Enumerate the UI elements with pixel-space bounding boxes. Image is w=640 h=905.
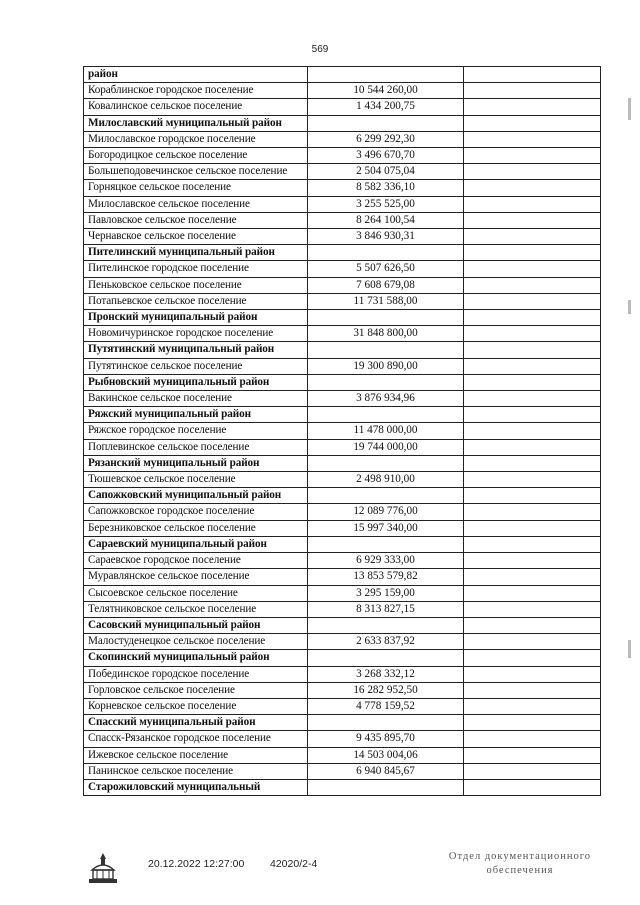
settlement-row [84,666,601,682]
settlement-name-cell: Пеньковское сельское поселение [84,277,308,293]
amount-cell: 4 778 159,52 [308,698,464,714]
district-name-cell: Милославский муниципальный район [84,115,308,131]
amount-cell: 19 300 890,00 [308,358,464,374]
settlement-row [84,391,601,407]
empty-cell [464,650,601,666]
settlement-name-cell: Кораблинское городское поселение [84,83,308,99]
empty-cell [464,407,601,423]
settlement-name-cell: Корневское сельское поселение [84,698,308,714]
district-name-cell: Скопинский муниципальный район [84,650,308,666]
amount-cell [308,245,464,261]
amount-cell: 8 582 336,10 [308,180,464,196]
empty-cell [464,99,601,115]
empty-cell [464,277,601,293]
amount-cell: 11 731 588,00 [308,293,464,309]
settlement-name-cell: Чернавское сельское поселение [84,229,308,245]
empty-cell [464,763,601,779]
empty-cell [464,682,601,698]
district-name-cell: район [84,67,308,83]
settlement-name-cell: Милославское городское поселение [84,131,308,147]
settlement-row [84,634,601,650]
district-header-row [84,245,601,261]
amount-cell: 3 876 934,96 [308,391,464,407]
amount-cell: 15 997 340,00 [308,520,464,536]
settlement-row [84,520,601,536]
settlement-name-cell: Павловское сельское поселение [84,212,308,228]
empty-cell [464,229,601,245]
amount-cell: 12 089 776,00 [308,504,464,520]
settlement-name-cell: Потапьевское сельское поселение [84,293,308,309]
settlement-row [84,569,601,585]
empty-cell [464,666,601,682]
settlement-name-cell: Ряжское городское поселение [84,423,308,439]
empty-cell [464,245,601,261]
empty-cell [464,439,601,455]
settlement-name-cell: Побединское городское поселение [84,666,308,682]
district-header-row [84,455,601,471]
district-header-row [84,310,601,326]
amount-cell [308,67,464,83]
district-name-cell: Пронский муниципальный район [84,310,308,326]
amount-cell: 16 282 952,50 [308,682,464,698]
amount-cell: 19 744 000,00 [308,439,464,455]
district-name-cell: Сасовский муниципальный район [84,617,308,633]
district-name-cell: Путятинский муниципальный район [84,342,308,358]
empty-cell [464,779,601,795]
empty-cell [464,196,601,212]
scan-mark [628,300,631,314]
settlement-row [84,261,601,277]
empty-cell [464,391,601,407]
amount-cell: 3 255 525,00 [308,196,464,212]
amount-cell [308,715,464,731]
settlement-name-cell: Спасск-Рязанское городское поселение [84,731,308,747]
amount-cell: 3 846 930,31 [308,229,464,245]
empty-cell [464,698,601,714]
settlement-name-cell: Муравлянское сельское поселение [84,569,308,585]
settlement-row [84,585,601,601]
settlement-row [84,423,601,439]
settlement-row [84,747,601,763]
empty-cell [464,310,601,326]
empty-cell [464,164,601,180]
amount-cell: 9 435 895,70 [308,731,464,747]
empty-cell [464,520,601,536]
allocation-table [83,66,601,796]
settlement-row [84,164,601,180]
settlement-row [84,472,601,488]
amount-cell: 31 848 800,00 [308,326,464,342]
district-name-cell: Старожиловский муниципальный [84,779,308,795]
scan-mark [628,98,631,120]
settlement-name-cell: Большеподовечинское сельское поселение [84,164,308,180]
empty-cell [464,115,601,131]
amount-cell [308,536,464,552]
footer-doc-number: 42020/2-4 [270,858,318,870]
empty-cell [464,212,601,228]
amount-cell: 2 504 075,04 [308,164,464,180]
settlement-row [84,731,601,747]
district-header-row [84,67,601,83]
empty-cell [464,261,601,277]
stamp-line-2: обеспечения [486,865,554,876]
amount-cell: 11 478 000,00 [308,423,464,439]
amount-cell: 6 929 333,00 [308,553,464,569]
amount-cell [308,407,464,423]
settlement-name-cell: Пителинское городское поселение [84,261,308,277]
footer-datetime: 20.12.2022 12:27:00 [148,858,245,870]
table-body [84,67,601,796]
settlement-row [84,439,601,455]
settlement-row [84,148,601,164]
amount-cell: 2 633 837,92 [308,634,464,650]
district-name-cell: Спасский муниципальный район [84,715,308,731]
district-name-cell: Рязанский муниципальный район [84,455,308,471]
settlement-name-cell: Малостуденецкое сельское поселение [84,634,308,650]
settlement-name-cell: Горняцкое сельское поселение [84,180,308,196]
settlement-name-cell: Горловское сельское поселение [84,682,308,698]
settlement-name-cell: Тюшевское сельское поселение [84,472,308,488]
settlement-name-cell: Вакинское сельское поселение [84,391,308,407]
empty-cell [464,601,601,617]
department-stamp [440,850,600,878]
empty-cell [464,83,601,99]
empty-cell [464,423,601,439]
settlement-row [84,682,601,698]
amount-cell [308,374,464,390]
empty-cell [464,374,601,390]
district-name-cell: Сараевский муниципальный район [84,536,308,552]
amount-cell: 8 264 100,54 [308,212,464,228]
emblem-logo [84,850,122,888]
empty-cell [464,569,601,585]
empty-cell [464,131,601,147]
district-header-row [84,650,601,666]
settlement-name-cell: Ижевское сельское поселение [84,747,308,763]
stamp-line-1: Отдел документационного [448,851,592,862]
amount-cell: 10 544 260,00 [308,83,464,99]
settlement-name-cell: Новомичуринское городское поселение [84,326,308,342]
amount-cell [308,650,464,666]
empty-cell [464,585,601,601]
empty-cell [464,358,601,374]
settlement-row [84,504,601,520]
settlement-name-cell: Телятниковское сельское поселение [84,601,308,617]
settlement-name-cell: Панинское сельское поселение [84,763,308,779]
empty-cell [464,504,601,520]
amount-cell [308,488,464,504]
empty-cell [464,553,601,569]
amount-cell [308,115,464,131]
amount-cell: 6 940 845,67 [308,763,464,779]
district-name-cell: Ряжский муниципальный район [84,407,308,423]
amount-cell [308,310,464,326]
settlement-row [84,553,601,569]
amount-cell [308,455,464,471]
empty-cell [464,634,601,650]
settlement-row [84,180,601,196]
amount-cell [308,617,464,633]
settlement-name-cell: Милославское сельское поселение [84,196,308,212]
amount-cell: 14 503 004,06 [308,747,464,763]
empty-cell [464,731,601,747]
amount-cell: 3 268 332,12 [308,666,464,682]
settlement-name-cell: Богородицкое сельское поселение [84,148,308,164]
settlement-row [84,99,601,115]
empty-cell [464,715,601,731]
empty-cell [464,472,601,488]
settlement-row [84,293,601,309]
settlement-row [84,212,601,228]
settlement-row [84,698,601,714]
settlement-row [84,229,601,245]
amount-cell: 2 498 910,00 [308,472,464,488]
amount-cell: 8 313 827,15 [308,601,464,617]
amount-cell: 5 507 626,50 [308,261,464,277]
district-header-row [84,617,601,633]
amount-cell: 13 853 579,82 [308,569,464,585]
empty-cell [464,148,601,164]
settlement-name-cell: Сапожковское городское поселение [84,504,308,520]
district-header-row [84,536,601,552]
settlement-row [84,196,601,212]
empty-cell [464,67,601,83]
empty-cell [464,326,601,342]
amount-cell: 3 496 670,70 [308,148,464,164]
settlement-name-cell: Ковалинское сельское поселение [84,99,308,115]
amount-cell: 6 299 292,30 [308,131,464,147]
empty-cell [464,536,601,552]
district-name-cell: Пителинский муниципальный район [84,245,308,261]
settlement-name-cell: Березниковское сельское поселение [84,520,308,536]
district-header-row [84,488,601,504]
settlement-name-cell: Поплевинское сельское поселение [84,439,308,455]
settlement-row [84,358,601,374]
empty-cell [464,488,601,504]
amount-cell: 1 434 200,75 [308,99,464,115]
district-header-row [84,779,601,795]
district-header-row [84,407,601,423]
page-number: 569 [311,44,329,55]
amount-cell [308,779,464,795]
district-name-cell: Сапожковский муниципальный район [84,488,308,504]
settlement-row [84,277,601,293]
amount-cell [308,342,464,358]
settlement-name-cell: Путятинское сельское поселение [84,358,308,374]
amount-cell: 7 608 679,08 [308,277,464,293]
scan-mark [628,640,631,658]
district-header-row [84,715,601,731]
settlement-row [84,326,601,342]
amount-cell: 3 295 159,00 [308,585,464,601]
empty-cell [464,180,601,196]
empty-cell [464,455,601,471]
empty-cell [464,342,601,358]
settlement-row [84,83,601,99]
district-header-row [84,374,601,390]
district-header-row [84,115,601,131]
district-header-row [84,342,601,358]
empty-cell [464,617,601,633]
empty-cell [464,747,601,763]
district-name-cell: Рыбновский муниципальный район [84,374,308,390]
settlement-row [84,601,601,617]
settlement-name-cell: Сысоевское сельское поселение [84,585,308,601]
empty-cell [464,293,601,309]
settlement-row [84,131,601,147]
settlement-name-cell: Сараевское городское поселение [84,553,308,569]
settlement-row [84,763,601,779]
